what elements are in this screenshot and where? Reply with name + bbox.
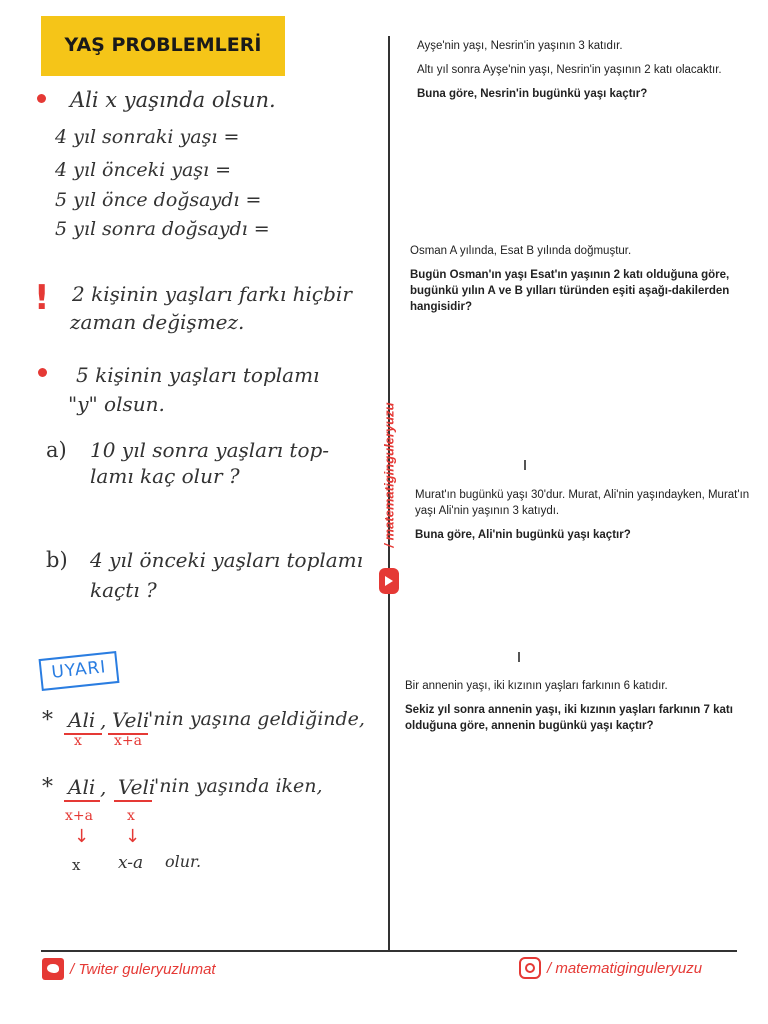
underline	[64, 733, 102, 735]
star2-rest: 'nin yaşında iken,	[154, 775, 323, 797]
uyari-stamp	[39, 651, 120, 691]
note-line: 5 yıl sonra doğsaydı =	[55, 218, 270, 240]
title-banner	[41, 16, 285, 76]
question-1	[417, 38, 747, 102]
question-4-ask: Sekiz yıl sonra annenin yaşı, iki kızının yaşları farkının 7 katı olduğuna göre, annenin bugünkü yaşı kaçtır?	[405, 704, 733, 732]
star2-ali: Ali	[68, 775, 96, 799]
instagram-icon	[519, 957, 541, 979]
item-b-line: 4 yıl önceki yaşları toplamı	[90, 548, 364, 572]
question-2-ask: Bugün Osman'ın yaşı Esat'ın yaşının 2 katı olduğuna göre, bugünkü yılın A ve B yılları türünden eşiti aşağı-dakilerden hangisidir?	[410, 269, 730, 313]
star1-ali: Ali	[68, 708, 96, 732]
footer-divider	[41, 950, 737, 952]
question-2	[410, 243, 745, 315]
sum-line: "y" olsun.	[68, 392, 165, 416]
question-1-ask: Buna göre, Nesrin'in bugünkü yaşı kaçtır?	[417, 88, 648, 100]
question-1-premise: Ayşe'nin yaşı, Nesrin'in yaşının 3 katıdır.	[417, 40, 623, 52]
item-label-b: b)	[46, 548, 68, 572]
youtube-icon	[379, 568, 399, 594]
question-4-premise: Bir annenin yaşı, iki kızının yaşları farkının 6 katıdır.	[405, 680, 668, 692]
star1-veli-sub: x+a	[114, 733, 142, 749]
question-3-ask: Buna göre, Ali'nin bugünkü yaşı kaçtır?	[415, 529, 631, 541]
separator-tick	[524, 460, 526, 470]
underline	[114, 800, 152, 802]
star2-ali-sub: x+a	[65, 808, 93, 824]
comma: ,	[100, 708, 107, 732]
intro-note: Ali x yaşında olsun.	[70, 88, 276, 112]
comma: ,	[100, 775, 107, 799]
down-arrow-icon: ↓	[74, 826, 90, 847]
warning-line: zaman değişmez.	[70, 310, 245, 334]
question-3-premise: Murat'ın bugünkü yaşı 30'dur. Murat, Ali'nin yaşındayken, Murat'ın yaşı Ali'nin yaşının 3 katıydı.	[415, 489, 750, 517]
item-label-a: a)	[46, 438, 67, 462]
question-1-premise-2: Altı yıl sonra Ayşe'nin yaşı, Nesrin'in yaşının 2 katı olacaktır.	[417, 64, 722, 76]
down-arrow-icon: ↓	[125, 826, 141, 847]
star1-veli: Veli	[112, 708, 150, 732]
star-icon: *	[42, 775, 53, 800]
note-line: 4 yıl sonraki yaşı =	[55, 126, 240, 148]
page-title: YAŞ PROBLEMLERİ	[64, 34, 262, 56]
item-a-line: lamı kaç olur ?	[90, 464, 240, 488]
star2-ali-result: x	[72, 856, 81, 874]
note-line: 5 yıl önce doğsaydı =	[55, 189, 262, 211]
star-icon: *	[42, 708, 53, 733]
separator-tick	[518, 652, 520, 662]
instagram-handle[interactable]: / matematiginguleryuzu	[547, 960, 703, 977]
star2-veli: Veli	[118, 775, 156, 799]
note-line: 4 yıl önceki yaşı =	[55, 159, 232, 181]
bullet-icon	[37, 94, 46, 103]
twitter-icon	[42, 958, 64, 980]
side-brand	[380, 390, 398, 560]
item-a-line: 10 yıl sonra yaşları top-	[90, 438, 330, 462]
item-b-line: kaçtı ?	[90, 578, 157, 602]
underline	[64, 800, 100, 802]
side-brand-text: / matematiginguleryuzu	[381, 402, 397, 548]
star2-olur: olur.	[165, 852, 202, 871]
star2-veli-result: x-a	[118, 853, 144, 873]
bullet-icon	[38, 368, 47, 377]
star2-veli-sub: x	[127, 808, 135, 824]
question-2-premise: Osman A yılında, Esat B yılında doğmuştur.	[410, 245, 632, 257]
star1-rest: 'nin yaşına geldiğinde,	[148, 708, 365, 730]
star1-ali-sub: x	[74, 733, 82, 749]
question-3	[415, 487, 755, 543]
uyari-label: UYARI	[50, 657, 108, 683]
twitter-handle[interactable]: / Twiter guleryuzlumat	[70, 961, 216, 978]
question-4	[405, 678, 735, 734]
exclamation-icon: !	[34, 278, 50, 318]
sum-line: 5 kişinin yaşları toplamı	[76, 363, 320, 387]
warning-line: 2 kişinin yaşları farkı hiçbir	[72, 282, 352, 306]
